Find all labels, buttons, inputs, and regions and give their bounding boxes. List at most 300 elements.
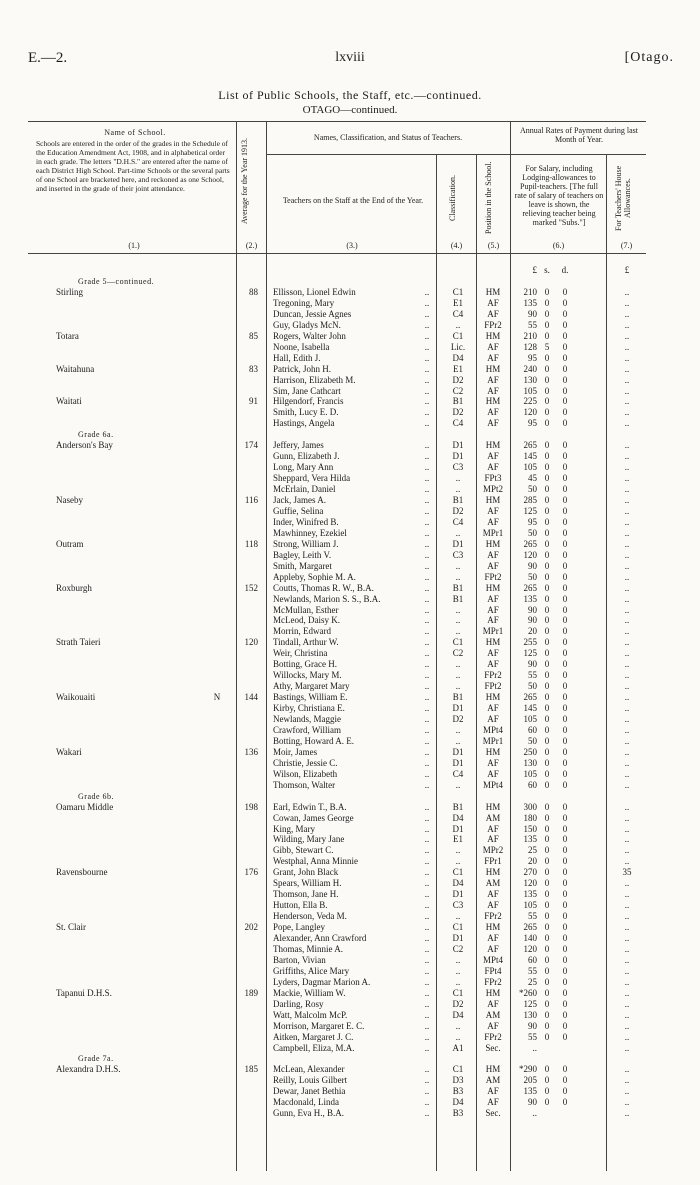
leader-dots: .. (424, 834, 430, 845)
position: AF (487, 418, 499, 429)
teacher-name: Darling, Rosy (273, 998, 324, 1009)
salary-pounds: 50 (528, 735, 537, 746)
table-row (0, 473, 700, 484)
salary-pounds: 145 (523, 703, 537, 714)
position: HM (485, 867, 501, 878)
classification: C2 (452, 648, 464, 659)
salary-shillings: 0 (544, 1064, 550, 1075)
school-name: Totara (56, 330, 79, 341)
teacher-name: Sheppard, Vera Hilda (273, 473, 351, 484)
classification: D1 (452, 746, 464, 757)
classification: .. (455, 976, 461, 987)
table-row (0, 572, 700, 583)
salary-pounds: 90 (528, 615, 537, 626)
leader-dots: .. (424, 626, 430, 637)
salary-pence: 0 (562, 374, 568, 385)
classification: D1 (452, 823, 464, 834)
house-allowance: .. (624, 352, 630, 363)
leader-dots: .. (424, 330, 430, 341)
teacher-name: Henderson, Veda M. (273, 911, 347, 922)
classification: C2 (452, 943, 464, 954)
salary-pence: 0 (562, 582, 568, 593)
salary-shillings: 0 (544, 374, 550, 385)
classification: D1 (452, 440, 464, 451)
leader-dots: .. (424, 823, 430, 834)
salary-shillings: 0 (544, 308, 550, 319)
salary-pounds: 25 (528, 845, 537, 856)
salary-pence: 0 (562, 801, 568, 812)
table-row (0, 1010, 700, 1021)
leader-dots: .. (424, 582, 430, 593)
salary-shillings: 0 (544, 440, 550, 451)
classification: D2 (452, 374, 464, 385)
position: Sec. (485, 1108, 501, 1119)
allowances-header: For Teachers' House Allowances. (614, 165, 632, 231)
salary-shillings: 0 (544, 681, 550, 692)
house-allowance: .. (624, 878, 630, 889)
salary-pounds: 90 (528, 308, 537, 319)
salary-shillings: 0 (544, 648, 550, 659)
position: AF (487, 768, 499, 779)
house-allowance: .. (624, 648, 630, 659)
classification: D4 (452, 352, 464, 363)
table-row (0, 1043, 700, 1054)
salary-shillings: 0 (544, 900, 550, 911)
teacher-name: Pope, Langley (273, 922, 325, 933)
average-attendance: 185 (244, 1064, 258, 1075)
house-allowance: .. (624, 396, 630, 407)
grade-heading: Grade 6a. (78, 430, 114, 440)
average-attendance: 152 (244, 582, 258, 593)
table-row (0, 331, 700, 342)
salary-shillings: 0 (544, 1009, 550, 1020)
position: HM (485, 440, 501, 451)
position: HM (485, 1064, 501, 1075)
classification: B1 (452, 582, 464, 593)
salary-pence: 0 (562, 648, 568, 659)
salary-pounds: 120 (523, 549, 537, 560)
teacher-name: Newlands, Maggie (273, 714, 341, 724)
salary-pounds: 128 (523, 341, 537, 352)
house-allowance: .. (624, 538, 630, 549)
table-row (0, 495, 700, 506)
house-allowance: .. (624, 714, 630, 724)
salary-shillings: 0 (544, 363, 550, 374)
school-name: Waikouaiti (56, 692, 96, 703)
salary-pence: 0 (562, 505, 568, 516)
classification: .. (455, 626, 461, 637)
salary-shillings: 0 (544, 911, 550, 922)
teachers-header: Teachers on the Staff at the End of the Year. (282, 196, 424, 205)
salary-shillings: 0 (544, 746, 550, 757)
salary-shillings: 0 (544, 703, 550, 714)
salary-pence: 0 (562, 746, 568, 757)
salary-shillings: 0 (544, 823, 550, 834)
pound-label: £ (532, 265, 537, 275)
salary-pounds: 50 (528, 484, 537, 495)
house-allowance: .. (624, 549, 630, 560)
classification: C1 (452, 1064, 464, 1075)
salary-pence: 0 (562, 987, 568, 998)
house-allowance: .. (624, 516, 630, 527)
house-allowance: .. (624, 626, 630, 637)
position: AF (487, 462, 499, 473)
salary-shillings: 0 (544, 845, 550, 856)
average-attendance: 144 (244, 692, 258, 703)
house-allowance: .. (624, 297, 630, 308)
salary-pence: 0 (562, 538, 568, 549)
leader-dots: .. (424, 911, 430, 922)
teacher-name: Strong, William J. (273, 538, 339, 549)
house-allowance: .. (624, 834, 630, 845)
table-row (0, 396, 700, 407)
position: AF (487, 834, 499, 845)
house-allowance: .. (624, 746, 630, 757)
teacher-name: Griffiths, Alice Mary (273, 965, 350, 976)
leader-dots: .. (424, 308, 430, 319)
leader-dots: .. (424, 889, 430, 900)
group-rule (266, 154, 646, 155)
table-row (0, 506, 700, 517)
salary-pounds: 45 (528, 473, 537, 484)
teacher-name: Duncan, Jessie Agnes (273, 308, 352, 319)
teacher-name: Cowan, James George (273, 812, 354, 823)
table-row (0, 999, 700, 1010)
table-row (0, 681, 700, 692)
teacher-name: Harrison, Elizabeth M. (273, 374, 356, 385)
salary-shillings: 0 (544, 286, 550, 297)
salary-pence: 0 (562, 681, 568, 692)
classification: D4 (452, 1009, 464, 1020)
school-mark: N (213, 692, 221, 703)
position: MPr1 (482, 527, 504, 538)
classification: .. (455, 954, 461, 965)
table-row (0, 703, 700, 714)
salary-shillings: 0 (544, 396, 550, 407)
table-row (0, 605, 700, 616)
teacher-name: Reilly, Louis Gilbert (273, 1075, 348, 1086)
house-allowance: .. (624, 1097, 630, 1108)
salary-shillings: 5 (544, 341, 550, 352)
table-row (0, 692, 700, 703)
salary-pence: 0 (562, 943, 568, 954)
teacher-name: Gunn, Elizabeth J. (273, 451, 340, 462)
position: MPt4 (482, 779, 503, 790)
salary-pounds: 270 (523, 867, 537, 878)
table-row (0, 889, 700, 900)
salary-pounds: 135 (523, 1086, 537, 1097)
average-attendance: 202 (244, 922, 258, 933)
table-row (0, 878, 700, 889)
header-top-rule (28, 121, 646, 122)
salary-pence: 0 (562, 286, 568, 297)
salary-pounds: 55 (528, 1031, 537, 1042)
salary-shillings: 0 (544, 812, 550, 823)
position: AF (487, 385, 499, 396)
teacher-name: Sim, Jane Cathcart (273, 385, 341, 396)
table-row (0, 418, 700, 429)
school-name: Tapanui D.H.S. (56, 987, 112, 998)
table-row (0, 977, 700, 988)
house-allowance: .. (624, 943, 630, 954)
house-allowance: .. (624, 812, 630, 823)
leader-dots: .. (424, 1108, 430, 1119)
position: FPr2 (484, 319, 502, 330)
salary-pounds: 135 (523, 297, 537, 308)
salary-pence: 0 (562, 670, 568, 681)
position: HM (485, 363, 501, 374)
table-row (0, 1064, 700, 1075)
salary-shillings: 0 (544, 1031, 550, 1042)
salary-pounds: .. (532, 1042, 537, 1053)
house-allowance: .. (624, 670, 630, 681)
salary-pence: 0 (562, 965, 568, 976)
position: AF (487, 823, 499, 834)
classification: C4 (452, 768, 464, 779)
teacher-name: Lyders, Dagmar Marion A. (273, 976, 371, 987)
position: HM (485, 987, 501, 998)
table-row (0, 1108, 700, 1119)
page-ref: E.—2. (28, 50, 68, 66)
salary-pounds: 300 (523, 801, 537, 812)
teacher-name: McLean, Alexander (273, 1064, 345, 1075)
house-allowance: .. (624, 615, 630, 626)
leader-dots: .. (424, 867, 430, 878)
classification: .. (455, 965, 461, 976)
leader-dots: .. (424, 538, 430, 549)
teacher-name: Gibb, Stewart C. (273, 845, 334, 856)
teacher-name: Botting, Howard A. E. (273, 735, 354, 746)
classification: D2 (452, 505, 464, 516)
leader-dots: .. (424, 319, 430, 330)
position: MPt2 (482, 484, 503, 495)
classification: .. (455, 779, 461, 790)
house-allowance: .. (624, 407, 630, 418)
classification: .. (455, 670, 461, 681)
teacher-name: Long, Mary Ann (273, 462, 334, 473)
leader-dots: .. (424, 604, 430, 615)
leader-dots: .. (424, 998, 430, 1009)
position: AF (487, 352, 499, 363)
salary-pence: 0 (562, 1009, 568, 1020)
col-1-label: (1.) (128, 241, 140, 250)
salary-pounds: 125 (523, 505, 537, 516)
salary-pounds: 120 (523, 407, 537, 418)
position: AF (487, 308, 499, 319)
house-allowance: .. (624, 954, 630, 965)
teacher-name: Guy, Gladys McN. (273, 319, 341, 330)
salary-pounds: 55 (528, 670, 537, 681)
salary-pence: 0 (562, 396, 568, 407)
table-row (0, 813, 700, 824)
school-name: Waitahuna (56, 363, 95, 374)
table-row (0, 1021, 700, 1032)
house-allowance: .. (624, 779, 630, 790)
house-allowance: .. (624, 1031, 630, 1042)
average-attendance: 85 (249, 330, 258, 341)
salary-shillings: 0 (544, 998, 550, 1009)
salary-pence: 0 (562, 363, 568, 374)
teacher-name: Spears, William H. (273, 878, 342, 889)
average-attendance: 120 (244, 637, 258, 648)
shilling-label: s. (544, 265, 550, 275)
teacher-name: Westphal, Anna Minnie (273, 856, 359, 867)
col-7-label: (7.) (620, 241, 633, 250)
average-header: Average for the Year 1913. (240, 137, 249, 225)
house-allowance: .. (624, 571, 630, 582)
classification-header: Classification. (448, 175, 457, 221)
leader-dots: .. (424, 779, 430, 790)
salary-pounds: 125 (523, 648, 537, 659)
position: AF (487, 615, 499, 626)
salary-pounds: 240 (523, 363, 537, 374)
position: AF (487, 703, 499, 714)
school-name: Wakari (56, 746, 82, 757)
house-allowance: 35 (622, 867, 632, 878)
house-allowance: .. (624, 1020, 630, 1031)
leader-dots: .. (424, 451, 430, 462)
salary-pounds: 60 (528, 954, 537, 965)
teacher-name: Smith, Lucy E. D. (273, 407, 339, 418)
salary-shillings: 0 (544, 922, 550, 933)
table-row (0, 539, 700, 550)
salary-pence: 0 (562, 571, 568, 582)
table-row (0, 594, 700, 605)
salary-shillings: 0 (544, 505, 550, 516)
table-row (0, 484, 700, 495)
table-row (0, 440, 700, 451)
salary-pence: 0 (562, 922, 568, 933)
position: HM (485, 801, 501, 812)
col-4-label: (4.) (450, 241, 463, 250)
leader-dots: .. (424, 527, 430, 538)
teacher-name: McMullan, Esther (273, 604, 339, 615)
salary-pence: 0 (562, 341, 568, 352)
page-subtitle: OTAGO—continued. (302, 104, 398, 116)
house-allowance: .. (624, 900, 630, 911)
leader-dots: .. (424, 845, 430, 856)
salary-pence: 0 (562, 319, 568, 330)
house-allowance: .. (624, 933, 630, 943)
position: AF (487, 374, 499, 385)
salary-shillings: 0 (544, 615, 550, 626)
region-label: [Otago. (624, 50, 674, 65)
salary-pence: 0 (562, 878, 568, 889)
leader-dots: .. (424, 473, 430, 484)
leader-dots: .. (424, 856, 430, 867)
leader-dots: .. (424, 440, 430, 451)
table-row (0, 834, 700, 845)
table-row (0, 988, 700, 999)
classification: D1 (452, 451, 464, 462)
teacher-name: Barton, Vivian (273, 954, 326, 965)
position: AM (485, 1009, 501, 1020)
house-allowance: .. (624, 1042, 630, 1053)
average-attendance: 189 (244, 987, 258, 998)
salary-pence: 0 (562, 757, 568, 768)
salary-pence: 0 (562, 549, 568, 560)
school-name: Ravensbourne (56, 867, 108, 878)
position: AF (487, 900, 499, 911)
salary-pounds: 90 (528, 1097, 537, 1108)
teacher-name: Aitken, Margaret J. C. (273, 1031, 354, 1042)
salary-shillings: 0 (544, 867, 550, 878)
salary-shillings: 0 (544, 319, 550, 330)
salary-shillings: 0 (544, 954, 550, 965)
salary-pence: 0 (562, 703, 568, 714)
teacher-name: Hall, Edith J. (273, 352, 321, 363)
salary-pence: 0 (562, 823, 568, 834)
leader-dots: .. (424, 1086, 430, 1097)
position: AF (487, 659, 499, 670)
average-attendance: 116 (244, 495, 258, 505)
salary-shillings: 0 (544, 878, 550, 889)
leader-dots: .. (424, 965, 430, 976)
position: AM (485, 1075, 501, 1086)
table-row (0, 648, 700, 659)
teacher-name: Coutts, Thomas R. W., B.A. (273, 582, 374, 593)
teacher-name: Appleby, Sophie M. A. (273, 571, 356, 582)
position: AF (487, 1020, 499, 1031)
leader-dots: .. (424, 1020, 430, 1031)
teacher-name: Guffie, Selina (273, 505, 324, 516)
salary-shillings: 0 (544, 933, 550, 943)
house-allowance: .. (624, 451, 630, 462)
teacher-name: Jack, James A. (273, 495, 326, 505)
teacher-name: Bagley, Leith V. (273, 549, 332, 560)
classification: C4 (452, 418, 464, 429)
table-row (0, 342, 700, 353)
leader-dots: .. (424, 659, 430, 670)
house-allowance: .. (624, 801, 630, 812)
house-allowance: .. (624, 505, 630, 516)
classification: C3 (452, 900, 464, 911)
salary-pounds: 265 (523, 922, 537, 933)
salary-pounds: 135 (523, 834, 537, 845)
leader-dots: .. (424, 341, 430, 352)
page-number: lxviii (335, 50, 365, 65)
salary-pence: 0 (562, 659, 568, 670)
school-name: Anderson's Bay (56, 440, 113, 451)
salary-shillings: 0 (544, 462, 550, 473)
school-note: Schools are entered in the order of the grades in the Schedule of the Education Amendment Act, 1908, and in alphabetical order in each grade. The letters "D.H.S." are entered after the name of each District High School. Part-time Schools or the several parts of one School are bracketed here, and reckoned as one School, and inserted in the grade of their joint attendance. (36, 139, 230, 193)
salary-shillings: 0 (544, 516, 550, 527)
position: HM (485, 582, 501, 593)
teacher-name: Inder, Winifred B. (273, 516, 339, 527)
salary-pounds: 90 (528, 604, 537, 615)
table-row (0, 320, 700, 331)
salary-pence: 0 (562, 845, 568, 856)
leader-dots: .. (424, 593, 430, 604)
salary-shillings: 0 (544, 889, 550, 900)
average-attendance: 176 (244, 867, 258, 878)
table-row (0, 298, 700, 309)
house-allowance: .. (624, 418, 630, 429)
classification: C1 (452, 922, 464, 933)
classification: D2 (452, 407, 464, 418)
leader-dots: .. (424, 1064, 430, 1075)
classification: D2 (452, 714, 464, 724)
salary-shillings: 0 (544, 692, 550, 703)
salary-pence: 0 (562, 1020, 568, 1031)
table-row (0, 758, 700, 769)
salary-pounds: 50 (528, 681, 537, 692)
position: AF (487, 549, 499, 560)
leader-dots: .. (424, 363, 430, 374)
house-allowance: .. (624, 341, 630, 352)
salary-shillings: 0 (544, 1086, 550, 1097)
salary-pounds: 255 (523, 637, 537, 648)
